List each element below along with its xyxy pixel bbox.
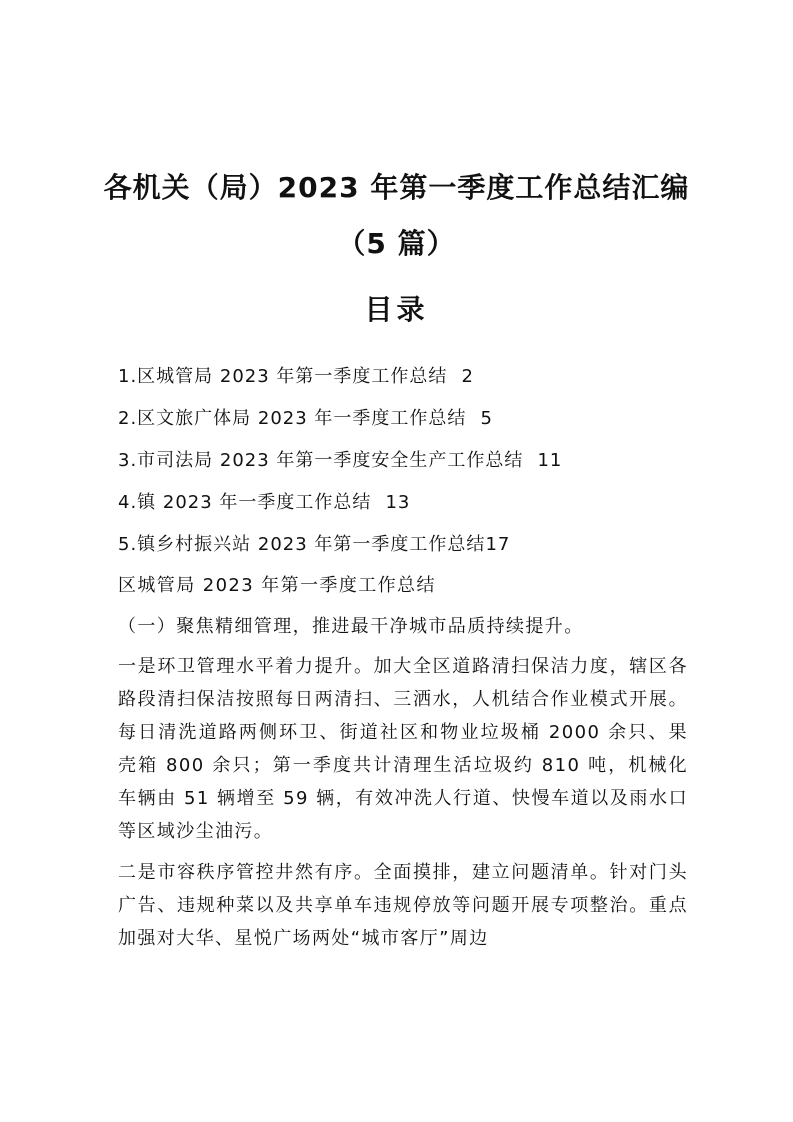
toc-item-5[interactable]: [118, 530, 562, 572]
toc-item-page: 11: [537, 450, 563, 471]
toc-item-label: 4.镇 2023 年一季度工作总结: [118, 492, 372, 513]
toc-item-2[interactable]: [118, 404, 562, 446]
toc-item-1[interactable]: [118, 362, 562, 404]
toc-item-label: 5.镇乡村振兴站 2023 年第一季度工作总结: [118, 534, 486, 555]
document-title-line-2: （5 篇）: [337, 227, 456, 260]
toc-item-page: 13: [385, 492, 411, 513]
paragraph-1: （一）聚焦精细管理，推进最干净城市品质持续提升。: [118, 616, 584, 637]
paragraph-3: 二是市容秩序管控井然有序。全面摸排，建立问题清单。针对门头广告、违规种菜以及共享单车违规停放等问题开展专项整治。重点加强对大华、星悦广场两处“城市客厅”周边: [118, 862, 688, 949]
toc-item-page: 2: [461, 366, 474, 387]
section-title: 区城管局 2023 年第一季度工作总结: [118, 575, 436, 596]
toc-item-label: 1.区城管局 2023 年第一季度工作总结: [118, 366, 448, 387]
document-body: [118, 570, 688, 963]
toc-item-page: 17: [485, 534, 511, 555]
paragraph-2: 一是环卫管理水平着力提升。加大全区道路清扫保洁力度，辖区各路段清扫保洁按照每日两清扫、三洒水，人机结合作业模式开展。每日清洗道路两侧环卫、街道社区和物业垃圾桶 2000 余只、果壳箱 800 余只；第一季度共计清理生活垃圾约 810 吨，机械化车辆由 51 辆增至 59 辆，有效冲洗人行道、快慢车道以及雨水口等区域沙尘油污。: [118, 656, 688, 842]
toc-item-page: 5: [480, 408, 493, 429]
toc-item-4[interactable]: [118, 488, 562, 530]
toc-heading: 目录: [364, 293, 429, 326]
toc-item-label: 3.市司法局 2023 年第一季度安全生产工作总结: [118, 450, 524, 471]
toc-item-label: 2.区文旅广体局 2023 年一季度工作总结: [118, 408, 467, 429]
document-title-line-1: 各机关（局）2023 年第一季度工作总结汇编: [103, 171, 690, 204]
toc-item-3[interactable]: [118, 446, 562, 488]
table-of-contents: [118, 362, 562, 572]
